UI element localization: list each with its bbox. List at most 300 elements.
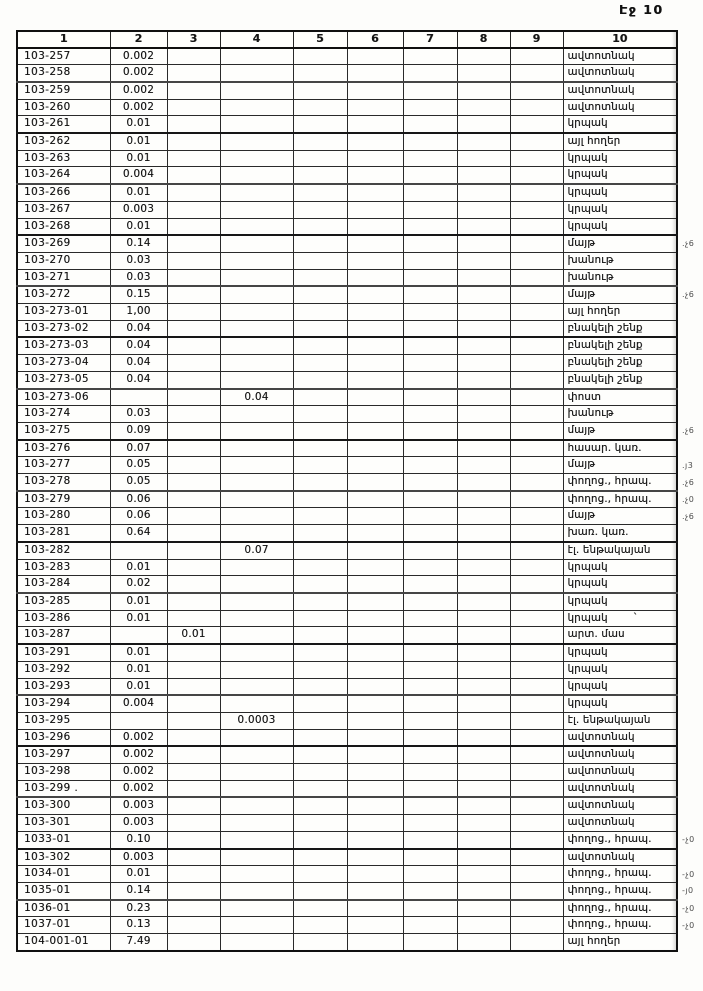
value-cell-col8 [457, 934, 510, 951]
value-cell-col9 [510, 389, 563, 406]
table-row [17, 644, 677, 661]
parcel-code-cell: 103-261 [17, 116, 110, 133]
land-use-cell [563, 304, 677, 321]
land-use-cell [563, 201, 677, 218]
value-cell-col9 [510, 201, 563, 218]
land-use-label: ավտոտնակ [567, 50, 635, 62]
value-cell-col7 [403, 269, 457, 286]
land-use-cell [563, 422, 677, 439]
value-cell-col5 [293, 422, 347, 439]
table-row [17, 593, 677, 610]
value-cell-col3 [167, 729, 220, 746]
value-cell-col9 [510, 542, 563, 559]
parcel-code-cell: 103-282 [17, 542, 110, 559]
value-cell-col7 [403, 304, 457, 321]
value-cell-col5 [293, 764, 347, 781]
value-cell-col6 [347, 371, 403, 388]
value-cell-col6 [347, 917, 403, 934]
value-cell-col8 [457, 831, 510, 848]
value-cell-col7 [403, 65, 457, 82]
value-cell-col8 [457, 610, 510, 627]
value-cell-col5 [293, 218, 347, 235]
land-use-label: կրպակ [567, 152, 608, 164]
value-cell-col2: 0.003 [110, 797, 167, 814]
value-cell-col7 [403, 866, 457, 883]
value-cell-col7 [403, 815, 457, 832]
parcel-code-cell: 103-274 [17, 406, 110, 423]
value-cell-col7 [403, 457, 457, 474]
value-cell-col4: 0.0003 [220, 712, 293, 729]
value-cell-col6 [347, 593, 403, 610]
land-use-label: խառ. կառ. [567, 527, 629, 539]
parcel-code-cell: 103-272 [17, 286, 110, 303]
value-cell-col2: 0.04 [110, 371, 167, 388]
value-cell-col8 [457, 48, 510, 65]
value-cell-col4 [220, 355, 293, 372]
value-cell-col7 [403, 406, 457, 423]
value-cell-col6 [347, 167, 403, 184]
land-use-label: կրպակ [567, 663, 608, 675]
table-row [17, 900, 677, 917]
value-cell-col4 [220, 508, 293, 525]
value-cell-col3 [167, 882, 220, 899]
value-cell-col8 [457, 235, 510, 252]
value-cell-col9 [510, 678, 563, 695]
value-cell-col3 [167, 304, 220, 321]
land-use-label: ավտոտնակ [567, 782, 635, 794]
value-cell-col2: 0.03 [110, 406, 167, 423]
value-cell-col2: 0.15 [110, 286, 167, 303]
value-cell-col8 [457, 900, 510, 917]
value-cell-col4 [220, 831, 293, 848]
value-cell-col7 [403, 729, 457, 746]
margin-annotation: .չ6 [682, 426, 695, 436]
value-cell-col7 [403, 82, 457, 99]
value-cell-col8 [457, 371, 510, 388]
value-cell-col6 [347, 866, 403, 883]
land-use-label: կրպակ [567, 680, 608, 692]
value-cell-col3 [167, 746, 220, 763]
land-use-cell [563, 525, 677, 542]
table-row [17, 831, 677, 848]
land-use-cell [563, 491, 677, 508]
value-cell-col9 [510, 831, 563, 848]
land-use-cell [563, 337, 677, 354]
value-cell-col6 [347, 746, 403, 763]
value-cell-col8 [457, 201, 510, 218]
land-use-cell [563, 184, 677, 201]
land-use-cell [563, 82, 677, 99]
value-cell-col7 [403, 746, 457, 763]
value-cell-col8 [457, 389, 510, 406]
table-row [17, 65, 677, 82]
land-use-cell [563, 218, 677, 235]
value-cell-col8 [457, 167, 510, 184]
value-cell-col3 [167, 678, 220, 695]
land-use-cell [563, 320, 677, 337]
value-cell-col2: 0.03 [110, 269, 167, 286]
value-cell-col5 [293, 917, 347, 934]
land-use-cell [563, 729, 677, 746]
land-use-label: կրպակ [567, 118, 608, 130]
value-cell-col8 [457, 882, 510, 899]
value-cell-col4 [220, 167, 293, 184]
table-row [17, 882, 677, 899]
value-cell-col2: 0.01 [110, 610, 167, 627]
value-cell-col7 [403, 934, 457, 951]
value-cell-col3 [167, 780, 220, 797]
value-cell-col7 [403, 764, 457, 781]
value-cell-col2 [110, 712, 167, 729]
value-cell-col2: 0.01 [110, 644, 167, 661]
value-cell-col2: 0.03 [110, 252, 167, 269]
value-cell-col3 [167, 525, 220, 542]
table-row [17, 780, 677, 797]
table-row [17, 815, 677, 832]
table-row [17, 525, 677, 542]
parcel-code-cell: 103-299 . [17, 780, 110, 797]
land-use-label: ավտոտնակ [567, 101, 635, 113]
parcel-code-cell: 103-283 [17, 559, 110, 576]
table-row [17, 849, 677, 866]
value-cell-col7 [403, 525, 457, 542]
value-cell-col3 [167, 82, 220, 99]
value-cell-col5 [293, 712, 347, 729]
value-cell-col4 [220, 457, 293, 474]
value-cell-col9 [510, 167, 563, 184]
table-row [17, 235, 677, 252]
table-row [17, 201, 677, 218]
value-cell-col9 [510, 65, 563, 82]
value-cell-col5 [293, 440, 347, 457]
value-cell-col4 [220, 286, 293, 303]
table-row [17, 355, 677, 372]
value-cell-col9 [510, 252, 563, 269]
value-cell-col3 [167, 320, 220, 337]
value-cell-col3 [167, 712, 220, 729]
value-cell-col2: 0.14 [110, 235, 167, 252]
value-cell-col4 [220, 406, 293, 423]
land-use-label: կրպակ [567, 647, 608, 659]
value-cell-col4 [220, 116, 293, 133]
land-use-label: փողոց., հրապ. [567, 919, 652, 931]
value-cell-col5 [293, 849, 347, 866]
value-cell-col8 [457, 252, 510, 269]
land-use-label: բնակելի շենք [567, 340, 643, 352]
margin-annotation: -չ0 [682, 835, 695, 845]
value-cell-col6 [347, 780, 403, 797]
land-use-label: խանութ [567, 254, 614, 266]
value-cell-col2 [110, 542, 167, 559]
land-use-cell [563, 48, 677, 65]
value-cell-col2: 0.01 [110, 559, 167, 576]
table-row [17, 167, 677, 184]
land-use-label: էլ. ենթակայան [567, 544, 651, 556]
parcel-code-cell: 103-294 [17, 695, 110, 712]
value-cell-col3 [167, 167, 220, 184]
value-cell-col3 [167, 764, 220, 781]
value-cell-col5 [293, 457, 347, 474]
value-cell-col6 [347, 882, 403, 899]
parcel-code-cell: 103-298 [17, 764, 110, 781]
value-cell-col8 [457, 729, 510, 746]
value-cell-col9 [510, 99, 563, 116]
table-row [17, 389, 677, 406]
value-cell-col3 [167, 491, 220, 508]
value-cell-col7 [403, 150, 457, 167]
page-number-label: Էջ 10 [619, 2, 664, 17]
land-use-cell [563, 644, 677, 661]
parcel-code-cell: 103-273-03 [17, 337, 110, 354]
value-cell-col8 [457, 593, 510, 610]
value-cell-col7 [403, 116, 457, 133]
land-use-label: կրպակ [567, 561, 608, 573]
value-cell-col4 [220, 882, 293, 899]
value-cell-col7 [403, 644, 457, 661]
value-cell-col4 [220, 337, 293, 354]
value-cell-col9 [510, 235, 563, 252]
value-cell-col6 [347, 201, 403, 218]
table-row [17, 252, 677, 269]
parcel-code-cell: 103-259 [17, 82, 110, 99]
value-cell-col3 [167, 150, 220, 167]
value-cell-col9 [510, 525, 563, 542]
land-use-cell [563, 661, 677, 678]
value-cell-col6 [347, 678, 403, 695]
value-cell-col7 [403, 559, 457, 576]
land-use-label: կրպակ [567, 698, 608, 710]
land-use-label: ավտոտնակ [567, 800, 635, 812]
value-cell-col2: 0.004 [110, 695, 167, 712]
value-cell-col3 [167, 337, 220, 354]
land-use-cell [563, 797, 677, 814]
value-cell-col3 [167, 406, 220, 423]
value-cell-col2: 0.002 [110, 82, 167, 99]
value-cell-col8 [457, 576, 510, 593]
land-use-cell [563, 542, 677, 559]
value-cell-col9 [510, 849, 563, 866]
land-use-cell [563, 780, 677, 797]
value-cell-col9 [510, 695, 563, 712]
value-cell-col8 [457, 508, 510, 525]
value-cell-col2: 0.01 [110, 661, 167, 678]
land-use-cell [563, 235, 677, 252]
value-cell-col9 [510, 133, 563, 150]
table-row [17, 610, 677, 627]
value-cell-col4 [220, 371, 293, 388]
value-cell-col5 [293, 133, 347, 150]
value-cell-col6 [347, 116, 403, 133]
land-use-cell [563, 355, 677, 372]
value-cell-col9 [510, 48, 563, 65]
value-cell-col9 [510, 934, 563, 951]
table-row [17, 764, 677, 781]
value-cell-col4 [220, 678, 293, 695]
land-use-label: ավտոտնակ [567, 851, 635, 863]
parcel-code-cell: 103-293 [17, 678, 110, 695]
value-cell-col6 [347, 559, 403, 576]
land-use-cell [563, 116, 677, 133]
value-cell-col2 [110, 389, 167, 406]
value-cell-col9 [510, 917, 563, 934]
land-use-cell [563, 389, 677, 406]
value-cell-col4 [220, 201, 293, 218]
land-use-cell [563, 831, 677, 848]
value-cell-col8 [457, 337, 510, 354]
value-cell-col8 [457, 644, 510, 661]
table-body [17, 48, 677, 951]
value-cell-col2: 0.002 [110, 764, 167, 781]
value-cell-col7 [403, 780, 457, 797]
value-cell-col6 [347, 286, 403, 303]
value-cell-col3 [167, 133, 220, 150]
value-cell-col9 [510, 457, 563, 474]
value-cell-col3 [167, 235, 220, 252]
value-cell-col2: 0.04 [110, 355, 167, 372]
value-cell-col2: 0.01 [110, 116, 167, 133]
table-row [17, 729, 677, 746]
value-cell-col6 [347, 900, 403, 917]
value-cell-col6 [347, 491, 403, 508]
value-cell-col3 [167, 508, 220, 525]
value-cell-col7 [403, 678, 457, 695]
land-use-label: կրպակ [567, 612, 608, 624]
value-cell-col2: 0.05 [110, 457, 167, 474]
value-cell-col5 [293, 593, 347, 610]
value-cell-col8 [457, 422, 510, 439]
value-cell-col6 [347, 48, 403, 65]
land-use-cell [563, 746, 677, 763]
land-use-label: այլ հողեր [567, 136, 621, 148]
table-row [17, 491, 677, 508]
value-cell-col8 [457, 184, 510, 201]
value-cell-col2: 0.002 [110, 65, 167, 82]
value-cell-col6 [347, 661, 403, 678]
value-cell-col9 [510, 627, 563, 644]
value-cell-col8 [457, 627, 510, 644]
table-header-row [17, 31, 677, 48]
value-cell-col8 [457, 457, 510, 474]
land-use-cell [563, 133, 677, 150]
value-cell-col4 [220, 849, 293, 866]
value-cell-col9 [510, 286, 563, 303]
land-use-cell [563, 815, 677, 832]
value-cell-col9 [510, 746, 563, 763]
value-cell-col8 [457, 797, 510, 814]
table-row [17, 661, 677, 678]
value-cell-col6 [347, 712, 403, 729]
margin-annotation: .չ6 [682, 477, 695, 487]
table-row [17, 678, 677, 695]
table-row [17, 866, 677, 883]
value-cell-col4 [220, 218, 293, 235]
value-cell-col9 [510, 508, 563, 525]
value-cell-col3 [167, 218, 220, 235]
parcel-code-cell: 103-268 [17, 218, 110, 235]
value-cell-col4 [220, 235, 293, 252]
value-cell-col7 [403, 422, 457, 439]
value-cell-col3 [167, 184, 220, 201]
land-use-label: փողոց., հրապ. [567, 833, 652, 845]
value-cell-col4 [220, 917, 293, 934]
land-use-cell [563, 167, 677, 184]
margin-annotation: .չ6 [682, 239, 695, 249]
parcel-code-cell: 103-273-01 [17, 304, 110, 321]
value-cell-col3 [167, 201, 220, 218]
value-cell-col5 [293, 797, 347, 814]
parcel-code-cell: 103-295 [17, 712, 110, 729]
table-row [17, 337, 677, 354]
value-cell-col8 [457, 116, 510, 133]
value-cell-col5 [293, 746, 347, 763]
value-cell-col7 [403, 286, 457, 303]
value-cell-col5 [293, 371, 347, 388]
land-use-cell [563, 900, 677, 917]
value-cell-col3 [167, 269, 220, 286]
value-cell-col9 [510, 593, 563, 610]
value-cell-col3 [167, 99, 220, 116]
value-cell-col5 [293, 525, 347, 542]
value-cell-col7 [403, 593, 457, 610]
value-cell-col7 [403, 917, 457, 934]
value-cell-col7 [403, 320, 457, 337]
value-cell-col5 [293, 406, 347, 423]
land-use-label: արտ. մաս [567, 629, 625, 641]
land-use-cell [563, 508, 677, 525]
value-cell-col4 [220, 866, 293, 883]
value-cell-col5 [293, 474, 347, 491]
land-use-label: փողոց., հրապ. [567, 902, 652, 914]
parcel-code-cell: 1036-01 [17, 900, 110, 917]
land-parcel-table [16, 30, 678, 952]
margin-annotation: .չ6 [682, 290, 695, 300]
value-cell-col9 [510, 712, 563, 729]
margin-annotation: .չ6 [682, 511, 695, 521]
table-row [17, 695, 677, 712]
land-use-label: մայթ [567, 424, 595, 436]
parcel-code-cell: 103-273-04 [17, 355, 110, 372]
value-cell-col4 [220, 780, 293, 797]
value-cell-col6 [347, 729, 403, 746]
land-use-label: կրպակ [567, 203, 608, 215]
value-cell-col2: 0.01 [110, 133, 167, 150]
value-cell-col7 [403, 440, 457, 457]
land-use-cell [563, 65, 677, 82]
value-cell-col6 [347, 150, 403, 167]
land-use-label: փոստ [567, 391, 602, 403]
value-cell-col8 [457, 678, 510, 695]
value-cell-col8 [457, 133, 510, 150]
value-cell-col7 [403, 542, 457, 559]
land-use-cell [563, 849, 677, 866]
parcel-code-cell: 103-291 [17, 644, 110, 661]
value-cell-col3 [167, 542, 220, 559]
value-cell-col6 [347, 389, 403, 406]
land-use-label: կրպակ [567, 596, 608, 607]
value-cell-col2: 0.002 [110, 99, 167, 116]
value-cell-col5 [293, 252, 347, 269]
column-header-4: 4 [220, 31, 293, 48]
column-header-7: 7 [403, 31, 457, 48]
land-use-cell [563, 712, 677, 729]
value-cell-col6 [347, 320, 403, 337]
value-cell-col8 [457, 746, 510, 763]
value-cell-col6 [347, 849, 403, 866]
land-use-label: ավտոտնակ [567, 817, 635, 829]
value-cell-col5 [293, 491, 347, 508]
value-cell-col2: 0.004 [110, 167, 167, 184]
land-use-label: կրպակ [567, 220, 608, 232]
